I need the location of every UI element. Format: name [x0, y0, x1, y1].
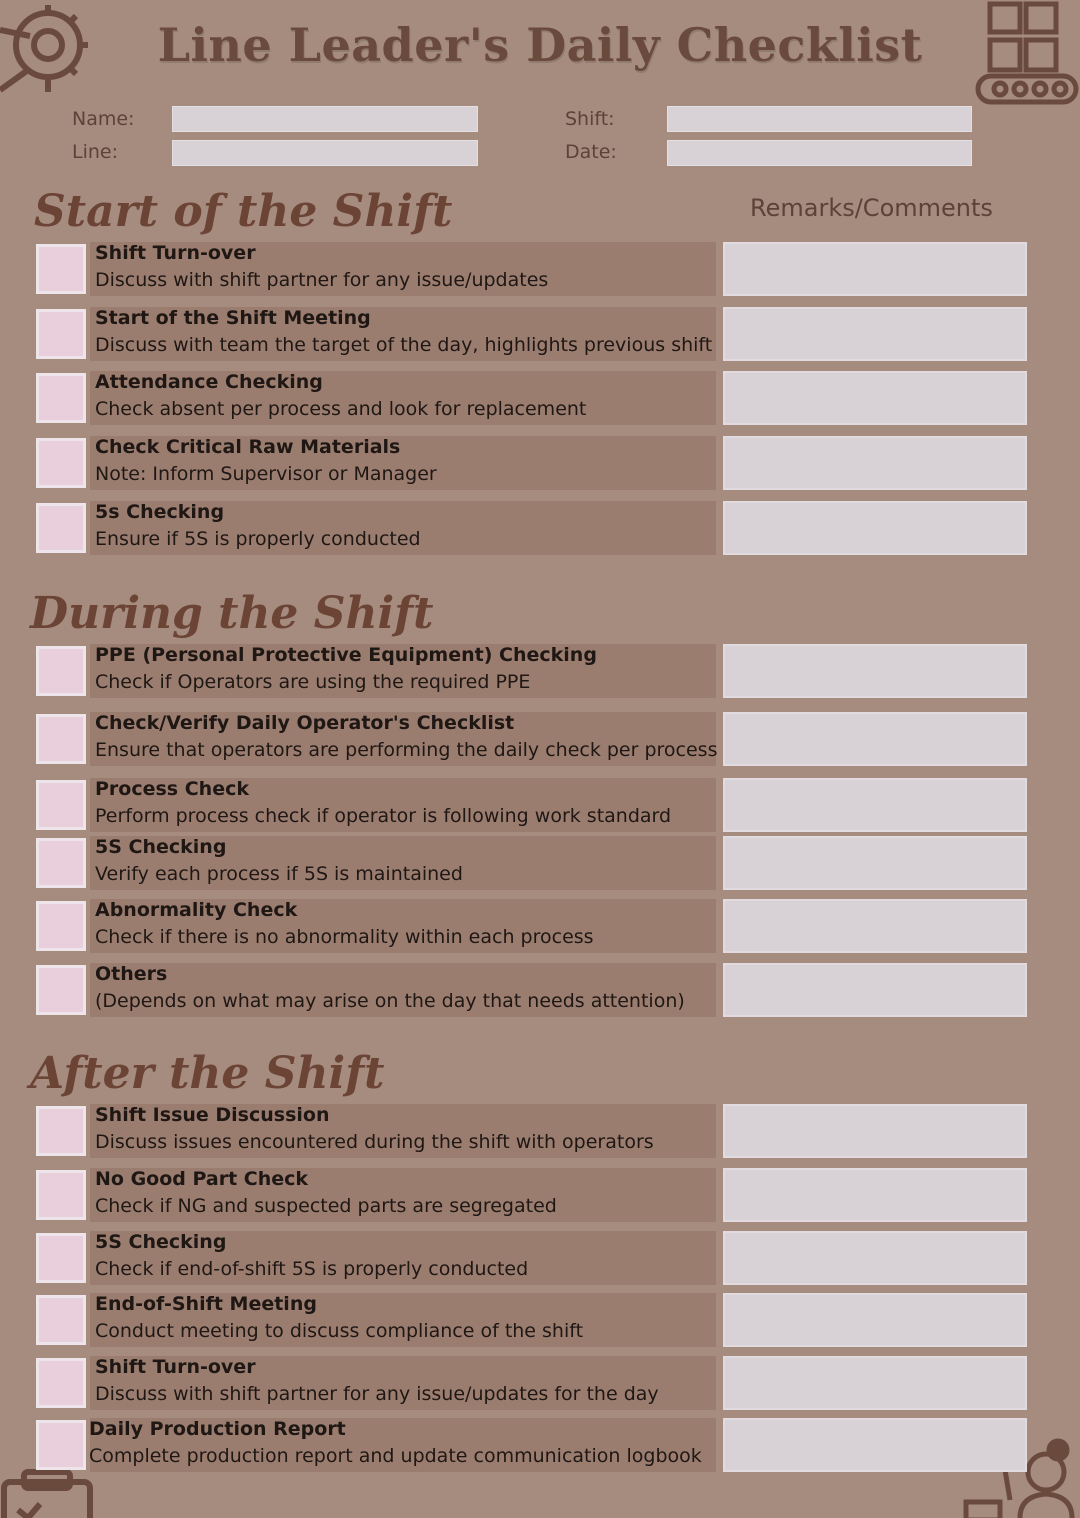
item-description: Ensure that operators are performing the daily check per process [95, 739, 718, 761]
item-checkbox[interactable] [36, 438, 86, 488]
item-title: Abnormality Check [95, 899, 298, 921]
checklist-row [0, 501, 1080, 555]
shift-field[interactable] [667, 106, 972, 132]
checklist-row [0, 1104, 1080, 1158]
item-description: Note: Inform Supervisor or Manager [95, 463, 437, 485]
checklist-row [0, 1231, 1080, 1285]
item-description: Verify each process if 5S is maintained [95, 863, 463, 885]
item-checkbox[interactable] [36, 1106, 86, 1156]
item-checkbox[interactable] [36, 1295, 86, 1345]
item-title: Process Check [95, 778, 249, 800]
item-checkbox[interactable] [36, 780, 86, 830]
item-title: 5S Checking [95, 836, 227, 858]
item-checkbox[interactable] [36, 373, 86, 423]
checklist-row [0, 307, 1080, 361]
checklist-row [0, 644, 1080, 698]
remark-field[interactable] [723, 963, 1027, 1017]
item-title: Others [95, 963, 168, 985]
item-title: Shift Issue Discussion [95, 1104, 330, 1126]
checklist-row [0, 242, 1080, 296]
item-title: Start of the Shift Meeting [95, 307, 371, 329]
checklist-row [0, 899, 1080, 953]
checklist-row [0, 778, 1080, 832]
remark-field[interactable] [723, 501, 1027, 555]
clipboard-icon [0, 1468, 100, 1518]
item-checkbox[interactable] [36, 838, 86, 888]
item-title: No Good Part Check [95, 1168, 309, 1190]
remark-field[interactable] [723, 242, 1027, 296]
checklist-row [0, 371, 1080, 425]
remark-field[interactable] [723, 1356, 1027, 1410]
item-title: 5s Checking [95, 501, 225, 523]
item-title: 5S Checking [95, 1231, 227, 1253]
remark-field[interactable] [723, 778, 1027, 832]
checklist-row [0, 1293, 1080, 1347]
date-field[interactable] [667, 140, 972, 166]
item-description: Complete production report and update communication logbook [89, 1445, 702, 1467]
item-title: Shift Turn-over [95, 1356, 256, 1378]
item-title: Check Critical Raw Materials [95, 436, 401, 458]
checklist-row [0, 1418, 1080, 1472]
checklist-row [0, 436, 1080, 490]
item-description: Discuss issues encountered during the shift with operators [95, 1131, 654, 1153]
remark-field[interactable] [723, 712, 1027, 766]
line-field[interactable] [172, 140, 478, 166]
item-checkbox[interactable] [36, 714, 86, 764]
remark-field[interactable] [723, 644, 1027, 698]
item-description: Discuss with team the target of the day, highlights previous shift [95, 334, 713, 356]
checklist-row [0, 1168, 1080, 1222]
item-checkbox[interactable] [36, 309, 86, 359]
item-description: Discuss with shift partner for any issue/updates for the day [95, 1383, 659, 1405]
item-checkbox[interactable] [36, 1358, 86, 1408]
remark-field[interactable] [723, 436, 1027, 490]
item-checkbox[interactable] [36, 646, 86, 696]
item-description: Conduct meeting to discuss compliance of the shift [95, 1320, 584, 1342]
remark-field[interactable] [723, 1104, 1027, 1158]
item-title: Daily Production Report [89, 1418, 346, 1440]
item-title: Shift Turn-over [95, 242, 256, 264]
item-description: (Depends on what may arise on the day that needs attention) [95, 990, 685, 1012]
date-label: Date: [565, 141, 617, 163]
item-checkbox[interactable] [36, 1420, 86, 1470]
checklist-row [0, 712, 1080, 766]
checklist-row [0, 1356, 1080, 1410]
item-checkbox[interactable] [36, 503, 86, 553]
page-title: Line Leader's Daily Checklist [157, 18, 923, 72]
item-description: Ensure if 5S is properly conducted [95, 528, 421, 550]
checklist-row [0, 836, 1080, 890]
item-checkbox[interactable] [36, 244, 86, 294]
item-description: Perform process check if operator is following work standard [95, 805, 672, 827]
item-title: Check/Verify Daily Operator's Checklist [95, 712, 515, 734]
item-description: Check if end-of-shift 5S is properly conducted [95, 1258, 529, 1280]
remark-field[interactable] [723, 1231, 1027, 1285]
checklist-row [0, 963, 1080, 1017]
item-title: Attendance Checking [95, 371, 323, 393]
shift-label: Shift: [565, 108, 615, 130]
section-title-during: During the Shift [30, 588, 434, 639]
item-description: Check if there is no abnormality within each process [95, 926, 594, 948]
section-title-start: Start of the Shift [34, 186, 453, 237]
item-title: PPE (Personal Protective Equipment) Checking [95, 644, 597, 666]
item-description: Discuss with shift partner for any issue/updates [95, 269, 549, 291]
remark-field[interactable] [723, 1418, 1027, 1472]
item-description: Check absent per process and look for replacement [95, 398, 587, 420]
remark-field[interactable] [723, 899, 1027, 953]
section-title-after: After the Shift [30, 1048, 385, 1099]
item-checkbox[interactable] [36, 1170, 86, 1220]
item-description: Check if NG and suspected parts are segregated [95, 1195, 557, 1217]
item-checkbox[interactable] [36, 1233, 86, 1283]
item-description: Check if Operators are using the required PPE [95, 671, 531, 693]
name-label: Name: [72, 108, 135, 130]
remarks-heading: Remarks/Comments [750, 194, 993, 222]
name-field[interactable] [172, 106, 478, 132]
remark-field[interactable] [723, 1293, 1027, 1347]
line-label: Line: [72, 141, 118, 163]
remark-field[interactable] [723, 836, 1027, 890]
remark-field[interactable] [723, 1168, 1027, 1222]
item-title: End-of-Shift Meeting [95, 1293, 317, 1315]
item-checkbox[interactable] [36, 965, 86, 1015]
item-checkbox[interactable] [36, 901, 86, 951]
remark-field[interactable] [723, 371, 1027, 425]
remark-field[interactable] [723, 307, 1027, 361]
